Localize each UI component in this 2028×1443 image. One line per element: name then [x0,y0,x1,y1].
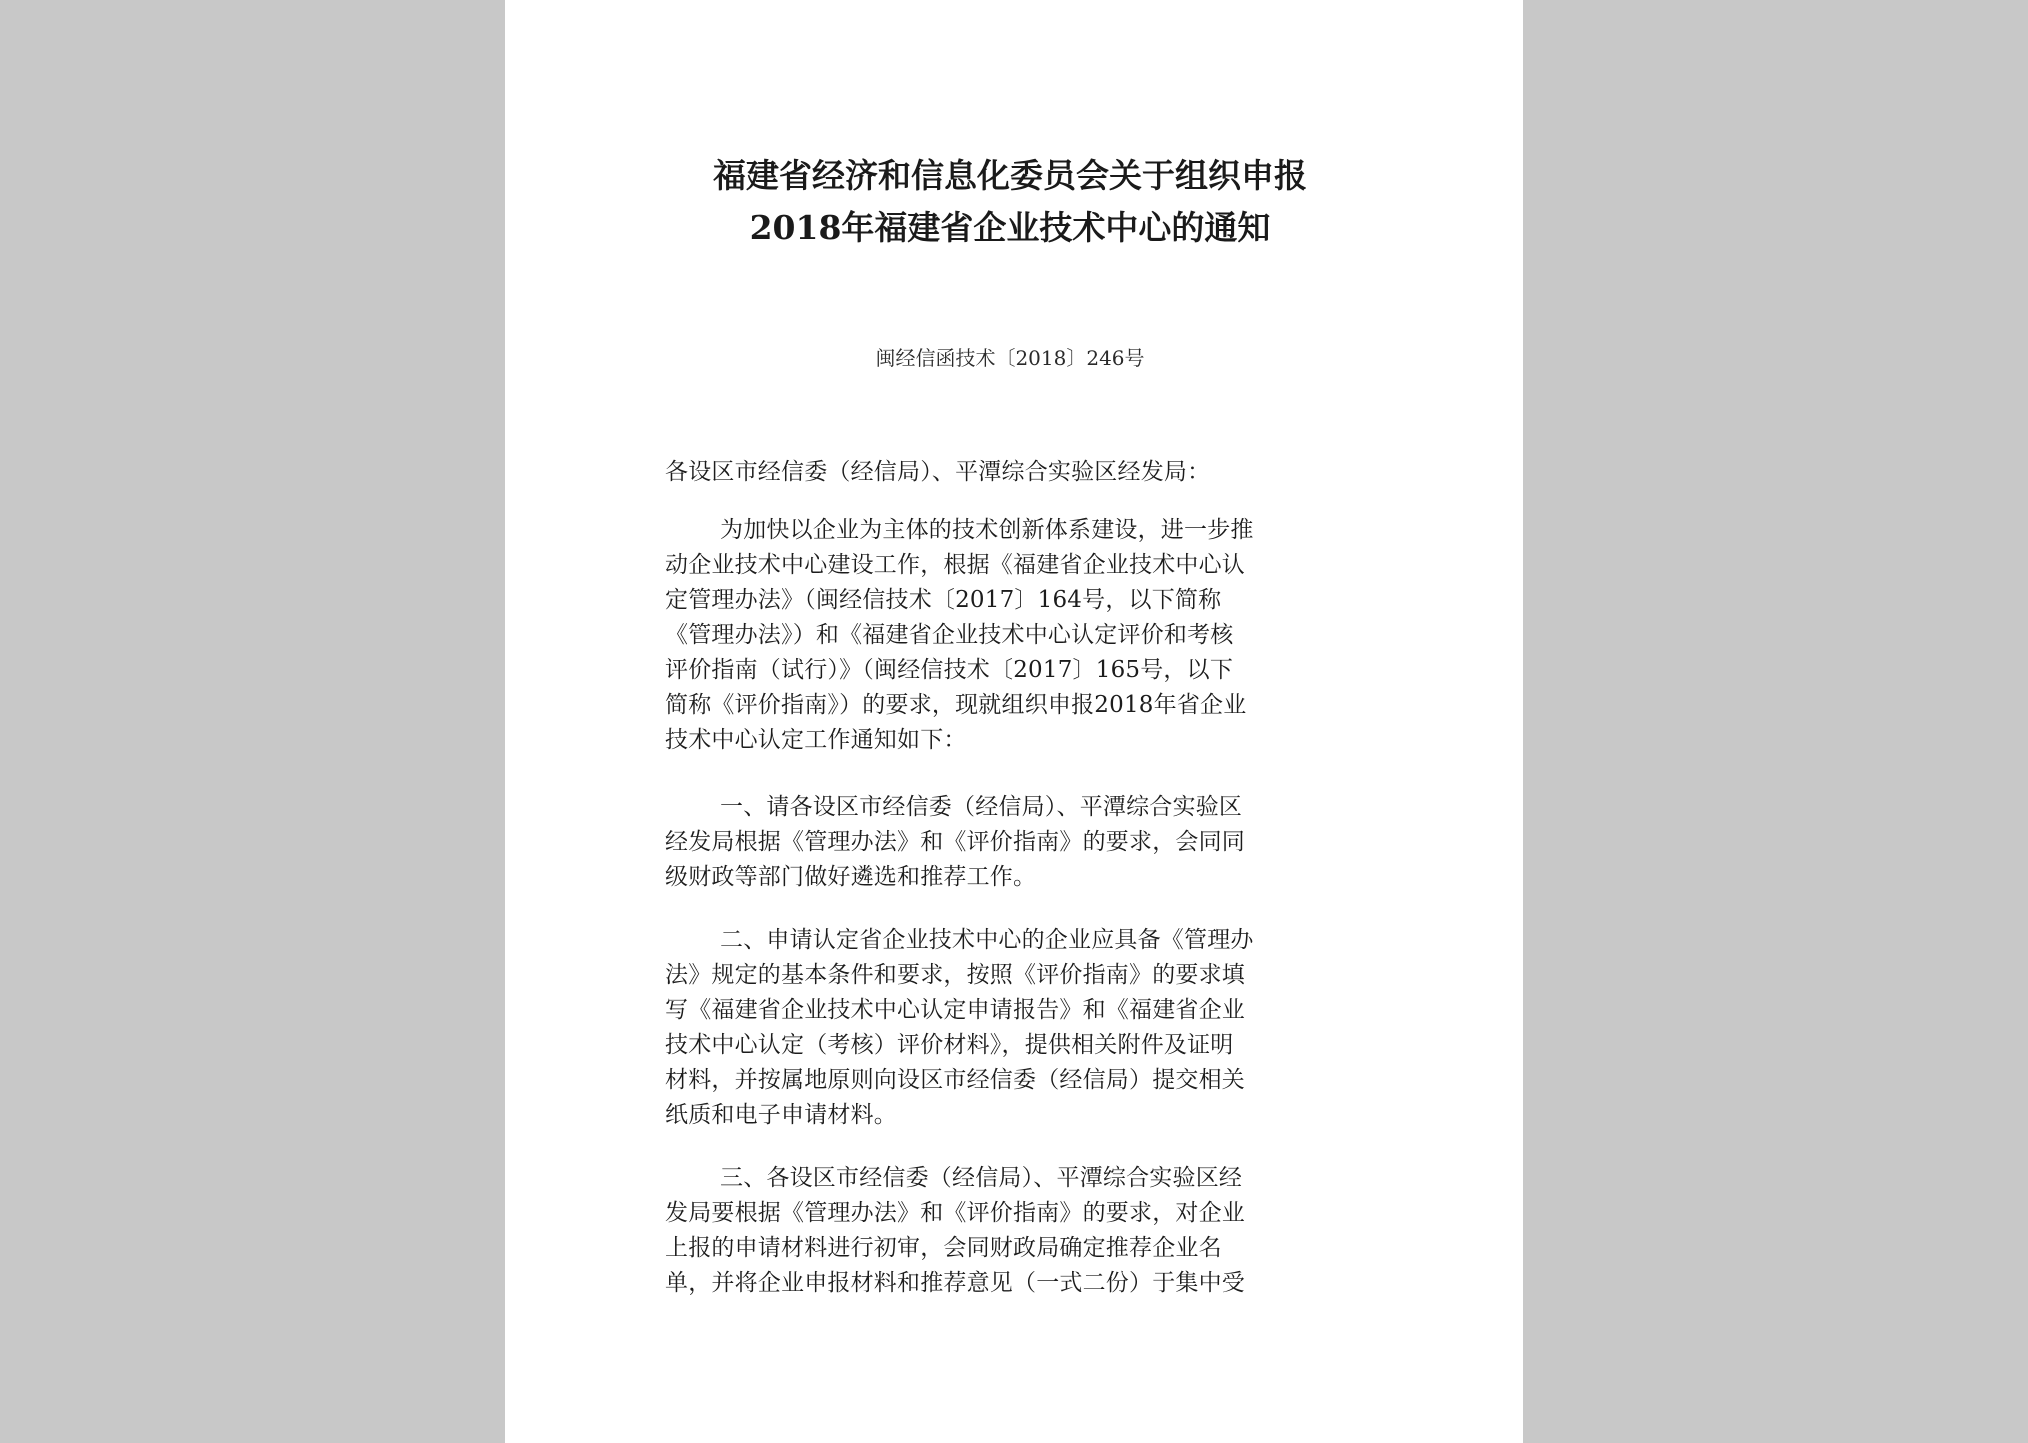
paragraph-line: 法》规定的基本条件和要求，按照《评价指南》的要求填 [665,962,1245,988]
paragraph-line: 一、请各设区市经信委（经信局）、平潭综合实验区 [720,794,1243,820]
paragraph-line: 上报的申请材料进行初审，会同财政局确定推荐企业名 [665,1235,1222,1261]
paragraph-line: 纸质和电子申请材料。 [665,1102,897,1128]
document-page [505,0,1523,1443]
paragraph-line: 经发局根据《管理办法》和《评价指南》的要求，会同同 [665,829,1245,855]
paragraph-line: 三、各设区市经信委（经信局）、平潭综合实验区经 [720,1165,1243,1191]
paragraph-line: 写《福建省企业技术中心认定申请报告》和《福建省企业 [665,997,1245,1023]
paragraph-line: 技术中心认定（考核）评价材料》，提供相关附件及证明 [665,1032,1234,1058]
paragraph-line: 《管理办法》）和《福建省企业技术中心认定评价和考核 [665,622,1234,648]
paragraph-item-1 [665,790,1355,895]
salutation: 各设区市经信委（经信局）、平潭综合实验区经发局： [665,459,1211,485]
paragraph-line: 级财政等部门做好遴选和推荐工作。 [665,864,1037,890]
paragraph-line: 定管理办法》（闽经信技术〔2017〕164号，以下简称 [665,587,1222,613]
paragraph-line: 评价指南（试行）》（闽经信技术〔2017〕165号，以下 [665,657,1234,683]
paragraph-intro [665,513,1355,758]
paragraph-item-2 [665,923,1355,1133]
paragraph-item-3 [665,1161,1355,1301]
paragraph-line: 简称《评价指南》）的要求，现就组织申报2018年省企业 [665,692,1247,718]
paragraph-line: 二、申请认定省企业技术中心的企业应具备《管理办 [720,927,1254,953]
document-number: 闽经信函技术〔2018〕246号 [875,346,1145,370]
paragraph-line: 单，并将企业申报材料和推荐意见（一式二份）于集中受 [665,1270,1245,1296]
document-title [665,150,1355,254]
paragraph-line: 材料，并按属地原则向设区市经信委（经信局）提交相关 [665,1067,1245,1093]
title-line: 福建省经济和信息化委员会关于组织申报 [713,156,1307,195]
paragraph-line: 为加快以企业为主体的技术创新体系建设，进一步推 [720,517,1254,543]
title-line: 2018年福建省企业技术中心的通知 [749,208,1271,247]
paragraph-line: 技术中心认定工作通知如下： [665,727,967,753]
paragraph-line: 动企业技术中心建设工作，根据《福建省企业技术中心认 [665,552,1245,578]
paragraph-line: 发局要根据《管理办法》和《评价指南》的要求，对企业 [665,1200,1245,1226]
